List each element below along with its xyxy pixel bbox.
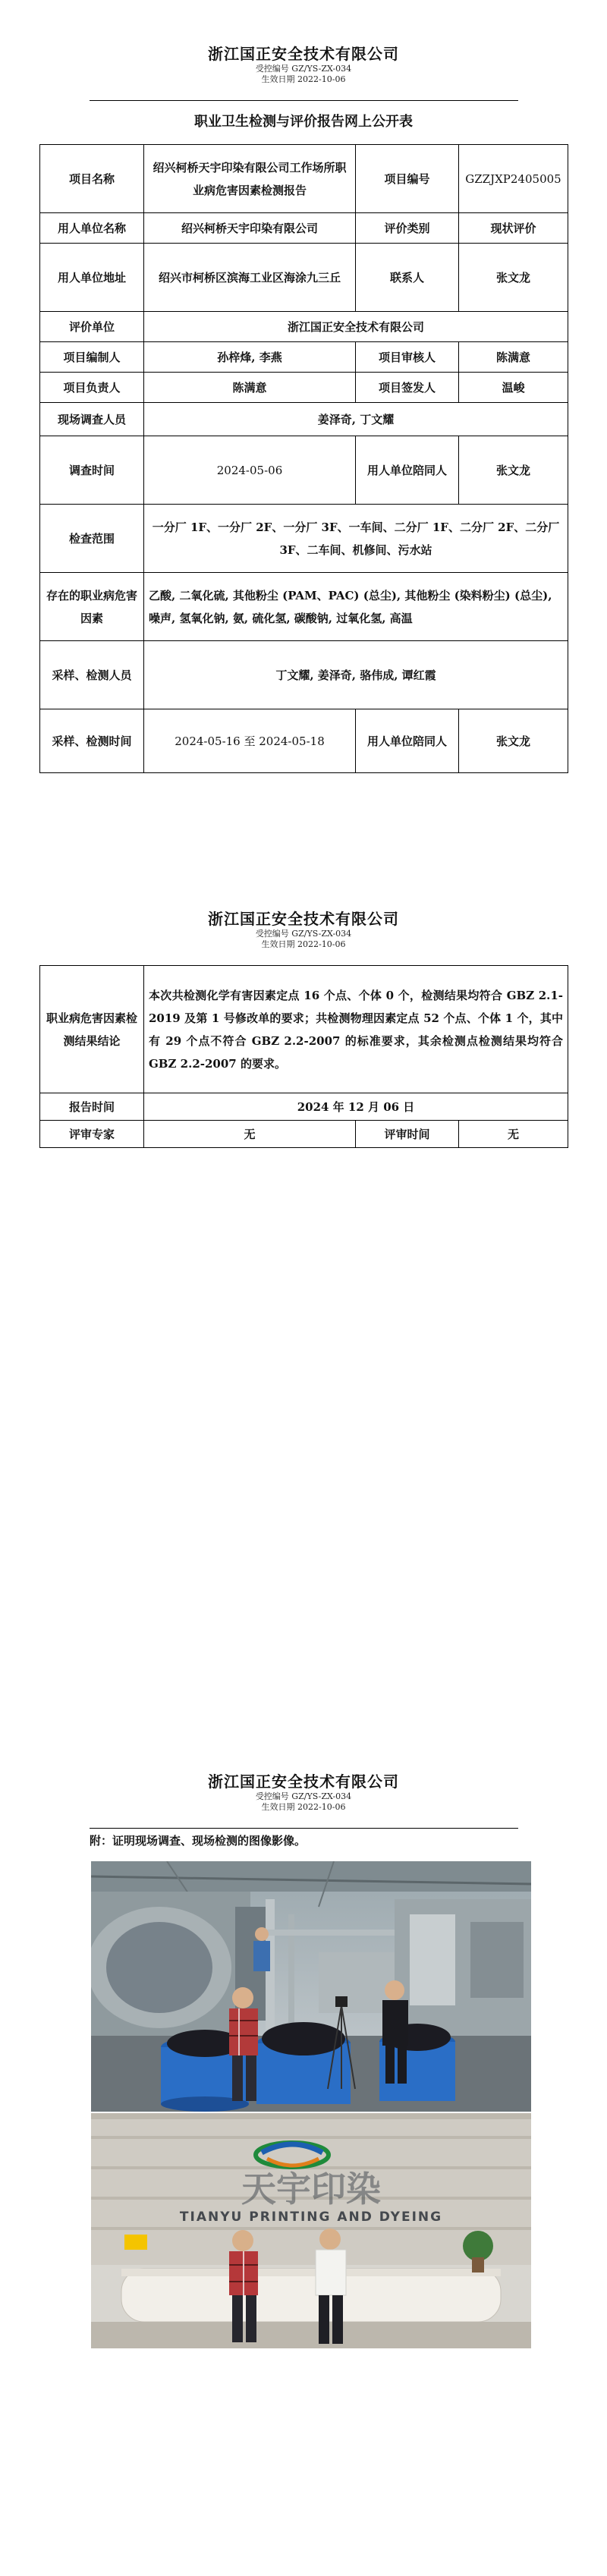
label-review-time: 评审时间 bbox=[356, 1121, 459, 1148]
value-experts: 无 bbox=[144, 1121, 356, 1148]
company-name: 浙江国正安全技术有限公司 bbox=[208, 1772, 399, 1791]
value-employer: 绍兴柯桥天宇印染有限公司 bbox=[144, 213, 356, 244]
label-conclusion: 职业病危害因素检测结果结论 bbox=[40, 966, 144, 1093]
label-escort-2: 用人单位陪同人 bbox=[356, 709, 459, 773]
label-project-no: 项目编号 bbox=[356, 145, 459, 213]
page-1 bbox=[0, 0, 607, 880]
label-leader: 项目负责人 bbox=[40, 373, 144, 403]
effective-date: 生效日期 2022-10-06 bbox=[261, 939, 346, 949]
value-survey-time: 2024-05-06 bbox=[144, 436, 356, 505]
attachment-note: 附：证明现场调查、现场检测的图像影像。 bbox=[90, 1834, 307, 1848]
value-escort-2: 张文龙 bbox=[459, 709, 568, 773]
table-row bbox=[40, 373, 568, 403]
value-samplers: 丁文耀, 姜泽奇, 骆伟成, 谭红霞 bbox=[144, 641, 568, 709]
value-leader: 陈满意 bbox=[144, 373, 356, 403]
effective-date: 生效日期 2022-10-06 bbox=[261, 74, 346, 84]
table-row bbox=[40, 213, 568, 244]
page-header bbox=[0, 909, 607, 950]
table-row bbox=[40, 145, 568, 213]
table-row bbox=[40, 1121, 568, 1148]
label-report-time: 报告时间 bbox=[40, 1093, 144, 1121]
value-project-no: GZZJXP2405005 bbox=[459, 145, 568, 213]
control-number: 受控编号 GZ/YS-ZX-034 bbox=[255, 929, 352, 939]
value-reviewer: 陈满意 bbox=[459, 342, 568, 373]
value-surveyors: 姜泽奇, 丁文耀 bbox=[144, 403, 568, 436]
value-escort-1: 张文龙 bbox=[459, 436, 568, 505]
document-title: 职业卫生检测与评价报告网上公开表 bbox=[194, 114, 413, 130]
table-row bbox=[40, 1093, 568, 1121]
page-2 bbox=[0, 880, 607, 1757]
conclusion-table bbox=[39, 965, 568, 1148]
value-issuer: 温峻 bbox=[459, 373, 568, 403]
page-header bbox=[0, 44, 607, 85]
value-eval-type: 现状评价 bbox=[459, 213, 568, 244]
lobby-image bbox=[91, 2113, 531, 2348]
control-number: 受控编号 GZ/YS-ZX-034 bbox=[255, 64, 352, 74]
label-escort-1: 用人单位陪同人 bbox=[356, 436, 459, 505]
label-issuer: 项目签发人 bbox=[356, 373, 459, 403]
value-compiler: 孙梓烽, 李燕 bbox=[144, 342, 356, 373]
value-review-time: 无 bbox=[459, 1121, 568, 1148]
label-hazards: 存在的职业病危害因素 bbox=[40, 573, 144, 641]
label-samplers: 采样、检测人员 bbox=[40, 641, 144, 709]
disclosure-table bbox=[39, 144, 568, 773]
label-compiler: 项目编制人 bbox=[40, 342, 144, 373]
sign-chinese-text: 天宇印染 bbox=[241, 2169, 381, 2210]
page-3 bbox=[0, 1757, 607, 2576]
label-eval-unit: 评价单位 bbox=[40, 312, 144, 342]
table-row bbox=[40, 244, 568, 312]
label-contact: 联系人 bbox=[356, 244, 459, 312]
value-contact: 张文龙 bbox=[459, 244, 568, 312]
table-row bbox=[40, 505, 568, 573]
table-row bbox=[40, 436, 568, 505]
table-row bbox=[40, 312, 568, 342]
table-row bbox=[40, 966, 568, 1093]
value-hazards: 乙酸, 二氧化硫, 其他粉尘 (PAM、PAC) (总尘), 其他粉尘 (染料粉尘) (总尘), 噪声, 氢氧化钠, 氨, 硫化氢, 碳酸钠, 过氧化氢, 高温 bbox=[144, 573, 568, 641]
value-eval-unit: 浙江国正安全技术有限公司 bbox=[144, 312, 568, 342]
label-project-name: 项目名称 bbox=[40, 145, 144, 213]
label-experts: 评审专家 bbox=[40, 1121, 144, 1148]
control-number: 受控编号 GZ/YS-ZX-034 bbox=[255, 1791, 352, 1801]
label-eval-type: 评价类别 bbox=[356, 213, 459, 244]
header-rule bbox=[90, 100, 518, 101]
effective-date: 生效日期 2022-10-06 bbox=[261, 1802, 346, 1812]
value-report-time: 2024 年 12 月 06 日 bbox=[144, 1093, 568, 1121]
value-scope: 一分厂 1F、一分厂 2F、一分厂 3F、一车间、二分厂 1F、二分厂 2F、二分厂 3F、二车间、机修间、污水站 bbox=[144, 505, 568, 573]
company-name: 浙江国正安全技术有限公司 bbox=[208, 45, 399, 63]
site-survey-photo bbox=[91, 1861, 531, 2112]
sign-english-text: TIANYU PRINTING AND DYEING bbox=[179, 2210, 443, 2225]
label-employer: 用人单位名称 bbox=[40, 213, 144, 244]
table-row bbox=[40, 641, 568, 709]
table-row bbox=[40, 573, 568, 641]
label-surveyors: 现场调查人员 bbox=[40, 403, 144, 436]
header-rule bbox=[90, 1828, 518, 1829]
label-survey-time: 调查时间 bbox=[40, 436, 144, 505]
value-project-name: 绍兴柯桥天宇印染有限公司工作场所职业病危害因素检测报告 bbox=[144, 145, 356, 213]
table-row bbox=[40, 403, 568, 436]
label-scope: 检查范围 bbox=[40, 505, 144, 573]
factory-floor-image bbox=[91, 1861, 531, 2112]
page-header bbox=[0, 1772, 607, 1813]
value-address: 绍兴市柯桥区滨海工业区海涂九三丘 bbox=[144, 244, 356, 312]
table-row bbox=[40, 709, 568, 773]
label-address: 用人单位地址 bbox=[40, 244, 144, 312]
label-reviewer: 项目审核人 bbox=[356, 342, 459, 373]
company-name: 浙江国正安全技术有限公司 bbox=[208, 910, 399, 928]
value-conclusion: 本次共检测化学有害因素定点 16 个点、个体 0 个，检测结果均符合 GBZ 2.1-2019 及第 1 号修改单的要求；共检测物理因素定点 52 个点、个体 1 个，其中有 29 个点不符合 GBZ 2.2-2007 的标准要求，其余检测点检测结果均符合 GBZ 2.2-2007 的要求。 bbox=[144, 966, 568, 1093]
company-lobby-photo bbox=[91, 2113, 531, 2348]
label-sample-time: 采样、检测时间 bbox=[40, 709, 144, 773]
value-sample-time: 2024-05-16 至 2024-05-18 bbox=[144, 709, 356, 773]
table-row bbox=[40, 342, 568, 373]
